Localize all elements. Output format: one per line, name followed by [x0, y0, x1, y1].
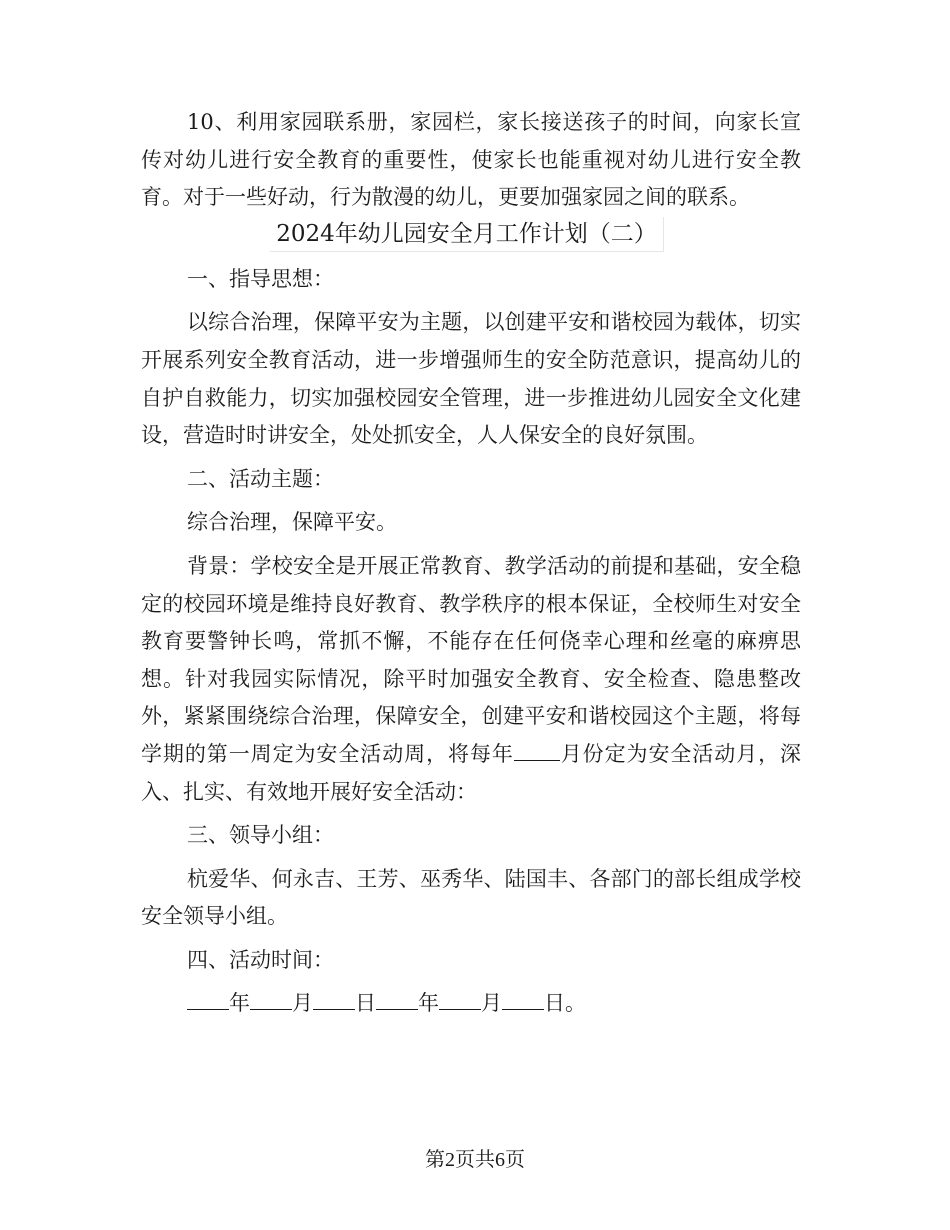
- date-unit: 日: [355, 991, 376, 1016]
- paragraph-item-10: 10、利用家园联系册，家园栏，家长接送孩子的时间，向家长宣传对幼儿进行安全教育的重要性，使家长也能重视对幼儿进行安全教育。对于一些好动，行为散漫的幼儿，更要加强家园之间的联系。: [141, 110, 801, 210]
- date-blank: [313, 991, 355, 1010]
- background-text-part-2: 月份定为安全活动月，深入、扎实、有效地开展好安全活动：: [141, 741, 802, 804]
- date-unit: 日。: [544, 991, 586, 1016]
- document-page: [141, 104, 801, 1023]
- heading-activity-time: 四、活动时间：: [187, 947, 334, 972]
- paragraph-guiding-ideology: 以综合治理，保障平安为主题，以创建平安和谐校园为载体，切实开展系列安全教育活动，进一步增强师生的安全防范意识，提高幼儿的自护自救能力，切实加强校园安全管理，进一步推进幼儿园安全文化建设，营造时时讲安全，处处抓安全，人人保安全的良好氛围。: [141, 310, 801, 448]
- paragraph-activity-theme: 综合治理，保障平安。: [187, 510, 397, 535]
- month-blank: [514, 742, 560, 761]
- date-blank: [376, 991, 418, 1010]
- date-blank: [502, 991, 544, 1010]
- section-title: 2024年幼儿园安全月工作计划（二）: [270, 217, 664, 252]
- heading-guiding-ideology: 一、指导思想：: [187, 266, 334, 291]
- date-blank: [187, 991, 229, 1010]
- background-text-part-1: 背景：学校安全是开展正常教育、教学活动的前提和基础，安全稳定的校园环境是维持良好教育、教学秩序的根本保证，全校师生对安全教育要警钟长鸣，常抓不懈，不能存在任何侥幸心理和丝毫的麻痹思想。针对我园实际情况，除平时加强安全教育、安全检查、隐患整改外，紧紧围绕综合治理，保障安全，创建平安和谐校园这个主题，将每学期的第一周定为安全活动周，将每年: [141, 553, 801, 766]
- paragraph-background: [141, 548, 801, 811]
- paragraph-leadership-group: 杭爱华、何永吉、王芳、巫秀华、陆国丰、各部门的部长组成学校安全领导小组。: [141, 866, 801, 929]
- page-number-footer: 第2页共6页: [425, 1149, 525, 1171]
- heading-leadership-group: 三、领导小组：: [187, 823, 334, 848]
- activity-date-line: [141, 985, 801, 1023]
- date-blank: [439, 991, 481, 1010]
- date-unit: 年: [229, 991, 250, 1016]
- title-row: [141, 217, 801, 255]
- date-unit: 月: [481, 991, 502, 1016]
- date-unit: 年: [418, 991, 439, 1016]
- heading-activity-theme: 二、活动主题：: [187, 466, 334, 491]
- date-blank: [250, 991, 292, 1010]
- date-unit: 月: [292, 991, 313, 1016]
